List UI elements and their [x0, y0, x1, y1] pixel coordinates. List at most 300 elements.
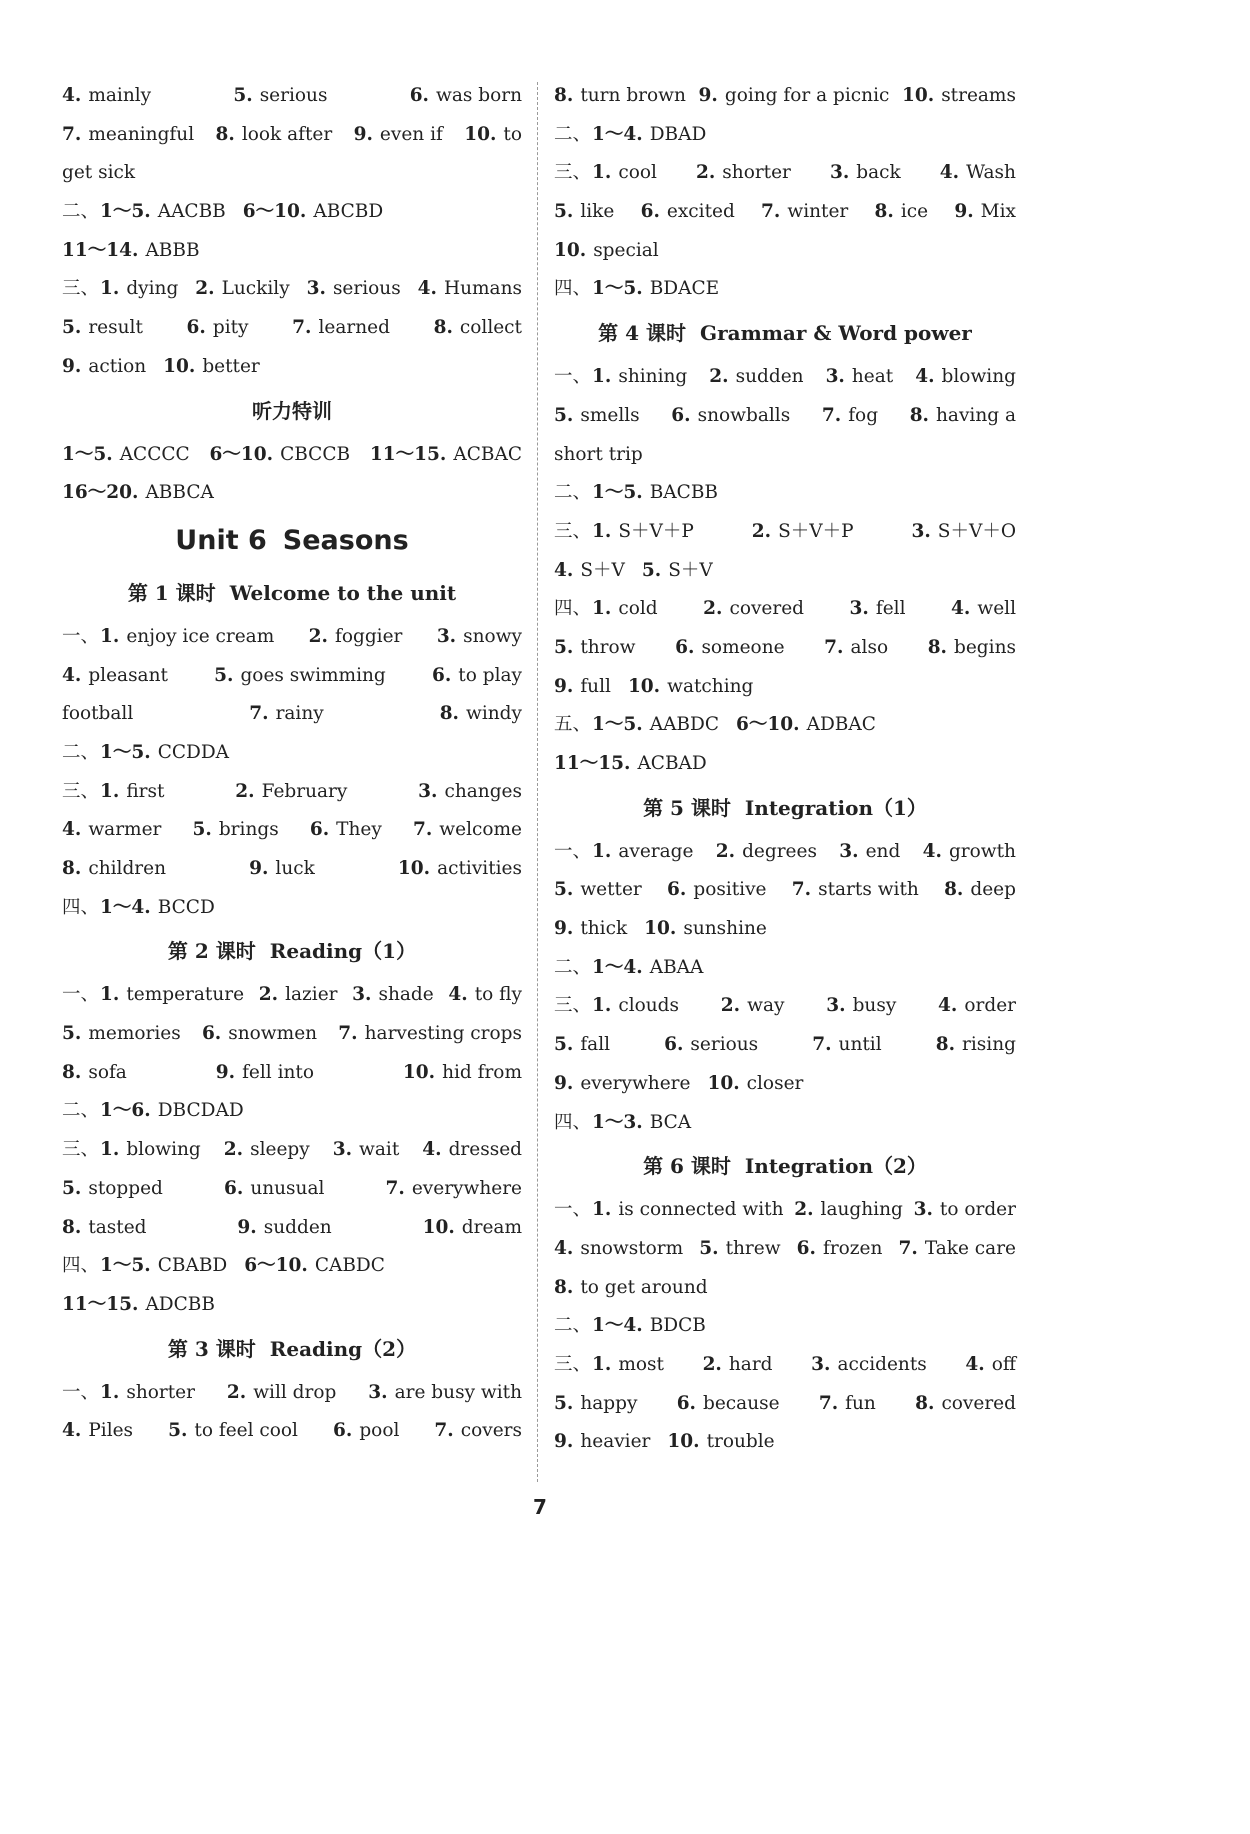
answer-text: hid from [442, 1061, 522, 1083]
question-number: 3. [811, 1353, 831, 1375]
question-number: 6. [796, 1237, 816, 1259]
question-number: 4. [62, 819, 82, 841]
answer-text: look after [241, 123, 333, 145]
answer-item [413, 811, 522, 850]
question-number: 1～5. [592, 482, 643, 504]
answer-line [62, 309, 522, 348]
answer-text: blowing [941, 366, 1016, 388]
question-number: 7. [62, 123, 82, 145]
answer-text: Take care [924, 1237, 1016, 1259]
answer-text: covers [460, 1420, 522, 1442]
answer-text: ice [900, 201, 929, 223]
answer-text: Humans [443, 278, 522, 300]
section-label: 第 1 课时 [127, 580, 216, 605]
question-number: 7. [761, 201, 781, 223]
answer-item [398, 850, 522, 889]
answer-text: S＋V＋O [937, 520, 1016, 542]
answer-item [554, 590, 658, 629]
answer-item [554, 668, 611, 707]
answer-line [62, 618, 522, 657]
question-number: 7. [434, 1420, 454, 1442]
answer-item [62, 773, 164, 812]
question-number: 1. [592, 1199, 612, 1221]
question-number: 9. [554, 1431, 574, 1453]
answer-text: ABAA [649, 956, 704, 978]
section-marker: 二、 [554, 123, 592, 145]
answer-item [911, 513, 1016, 552]
answer-text: winter [787, 201, 849, 223]
section-marker: 四、 [554, 1111, 592, 1133]
answer-item [792, 871, 919, 910]
section-marker: 一、 [554, 840, 592, 862]
answer-item [928, 629, 1016, 668]
question-number: 10. [422, 1216, 455, 1238]
answer-line [554, 154, 1016, 193]
answer-item [554, 1230, 683, 1269]
question-number: 4. [939, 162, 960, 184]
answer-item [902, 77, 1016, 116]
answer-text: AACBB [157, 201, 226, 223]
answer-item [216, 1054, 314, 1093]
answer-text: is connected with [618, 1199, 784, 1221]
answer-text: ABBCA [145, 482, 214, 504]
answer-text: dying [126, 278, 179, 300]
question-number: 1. [592, 162, 612, 184]
question-number: 5. [641, 559, 662, 581]
answer-item [434, 1412, 522, 1451]
question-number: 8. [62, 858, 82, 879]
question-number: 6～10. [209, 443, 274, 465]
answer-text: fell [875, 598, 906, 620]
section-title: Welcome to the unit [229, 580, 457, 605]
answer-text: DBAD [649, 123, 707, 145]
question-number: 3. [825, 366, 845, 388]
answer-text: children [88, 858, 166, 879]
answer-item [227, 1374, 336, 1413]
question-number: 8. [915, 1392, 935, 1414]
question-number: 2. [709, 366, 729, 388]
section-heading [62, 387, 522, 436]
answer-line [62, 77, 522, 116]
answer-text: activities [437, 858, 522, 879]
question-number: 4. [62, 1420, 82, 1442]
section-heading [554, 1142, 1016, 1191]
answer-line [62, 811, 522, 850]
answer-text: foggier [335, 625, 403, 647]
answer-text: mainly [88, 85, 152, 106]
question-number: 10. [902, 85, 935, 106]
answer-text: threw [725, 1237, 781, 1259]
answer-item [811, 1346, 927, 1385]
answer-text: streams [941, 85, 1016, 106]
answer-item [699, 77, 890, 116]
answer-item [434, 309, 522, 348]
question-number: 9. [62, 355, 82, 377]
answer-item [432, 657, 522, 696]
answer-text: wait [359, 1139, 400, 1161]
answer-line [554, 1065, 1016, 1104]
answer-line [62, 657, 522, 696]
answer-text: shorter [126, 1381, 195, 1403]
answer-item [210, 436, 351, 475]
answer-text: dream [461, 1216, 522, 1238]
answer-line [554, 1385, 1016, 1424]
question-number: 11～15. [369, 443, 447, 465]
answer-text: laughing [820, 1199, 903, 1221]
answer-item [554, 949, 703, 988]
section-marker: 二、 [554, 956, 592, 978]
answer-item [938, 987, 1016, 1026]
question-number: 5. [192, 819, 212, 841]
answer-item [965, 1346, 1016, 1385]
question-number: 11～14. [62, 239, 139, 261]
answer-text: trouble [706, 1431, 775, 1453]
answer-text: special [593, 239, 659, 261]
question-number: 3. [829, 162, 850, 184]
answer-text: result [88, 317, 143, 339]
answer-text: frozen [822, 1237, 883, 1259]
answer-line [554, 1230, 1016, 1269]
answer-text: pool [359, 1420, 400, 1442]
answer-item [554, 1065, 690, 1104]
question-number: 8. [927, 636, 948, 658]
answer-item [736, 706, 876, 745]
question-number: 1～3. [592, 1111, 643, 1133]
question-number: 5. [62, 1023, 82, 1045]
answer-text: rainy [275, 703, 324, 725]
answer-text: snowstorm [580, 1237, 684, 1259]
section-marker: 一、 [62, 1381, 100, 1403]
section-marker: 三、 [554, 1353, 592, 1375]
answer-item [899, 1230, 1016, 1269]
answer-text: everywhere [411, 1177, 522, 1199]
answer-text: welcome [439, 819, 522, 841]
answer-item [703, 1346, 773, 1385]
section-label: 第 3 课时 [167, 1336, 256, 1361]
answer-item [214, 657, 386, 696]
question-number: 1. [592, 366, 612, 388]
question-number: 1. [592, 520, 612, 542]
answer-text: well [977, 598, 1016, 620]
answer-text: to get around [580, 1276, 708, 1298]
answer-text: off [991, 1353, 1016, 1375]
unit-title: Seasons [282, 524, 409, 556]
answer-item [675, 629, 784, 668]
answer-text: will drop [253, 1381, 337, 1403]
answer-text: busy [852, 995, 897, 1017]
question-number: 4. [915, 366, 935, 388]
section-marker: 二、 [554, 1315, 592, 1337]
answer-text: BACBB [649, 482, 719, 504]
answer-item [386, 1170, 522, 1209]
question-number: 7. [898, 1237, 918, 1259]
question-number: 4. [951, 598, 971, 620]
question-number: 5. [554, 201, 574, 223]
question-number: 6～10. [736, 714, 800, 736]
answer-text: until [838, 1034, 882, 1056]
answer-line [62, 734, 522, 773]
answer-text: Wash [966, 162, 1016, 184]
question-number: 6. [667, 879, 687, 901]
answer-text: BCCD [157, 896, 215, 918]
answer-item [62, 348, 146, 387]
question-number: 1. [100, 1139, 120, 1161]
column-divider [537, 82, 538, 1482]
question-number: 1. [592, 840, 612, 862]
answer-item [554, 629, 636, 668]
question-number: 4. [938, 995, 958, 1017]
answer-item [554, 1423, 650, 1462]
answer-text: deep [970, 879, 1016, 901]
answer-item [628, 668, 753, 707]
answer-item [338, 1015, 522, 1054]
answer-item [195, 270, 289, 309]
answer-item [554, 358, 687, 397]
question-number: 2. [702, 1353, 722, 1375]
answer-item [448, 976, 522, 1015]
answer-text: S＋V [580, 559, 625, 581]
answer-item [187, 309, 249, 348]
answer-item [914, 1191, 1016, 1230]
section-label: 第 4 课时 [598, 321, 686, 346]
question-number: 4. [554, 1237, 574, 1259]
answer-text: short trip [554, 443, 643, 465]
answer-text: sudden [263, 1216, 332, 1238]
answer-text: excited [666, 201, 735, 223]
answer-line [62, 695, 522, 734]
answer-text: most [618, 1353, 664, 1375]
answer-text: brings [218, 819, 279, 841]
answer-item [554, 987, 679, 1026]
left-column [62, 77, 522, 1451]
question-number: 3. [913, 1199, 933, 1221]
answer-item [936, 1026, 1016, 1065]
answer-item [554, 706, 719, 745]
answer-line [62, 474, 522, 513]
answer-item [62, 436, 190, 475]
question-number: 5. [554, 1392, 574, 1414]
answer-item [309, 618, 403, 657]
answer-item [62, 1170, 163, 1209]
answer-text: smells [580, 404, 640, 426]
question-number: 5. [233, 85, 253, 106]
answer-line [62, 1412, 522, 1451]
answer-item [62, 1209, 147, 1248]
answer-line [554, 552, 1016, 591]
answer-item [641, 193, 735, 232]
question-number: 6. [431, 664, 452, 686]
question-number: 7. [249, 703, 269, 725]
answer-item [554, 397, 640, 436]
answer-item [464, 116, 522, 155]
answer-text: action [88, 355, 147, 377]
answer-text: to order [939, 1199, 1016, 1221]
question-number: 10. [644, 918, 677, 940]
answer-item [824, 629, 888, 668]
question-number: 7. [292, 317, 312, 339]
answer-line [62, 850, 522, 889]
answer-item [202, 1015, 317, 1054]
question-number: 2. [226, 1381, 247, 1403]
answer-item [554, 552, 625, 591]
section-marker: 三、 [62, 780, 100, 802]
question-number: 1～5. [592, 714, 643, 736]
question-number: 3. [911, 520, 931, 542]
answer-item [703, 590, 804, 629]
answer-item [423, 1209, 522, 1248]
section-heading [62, 569, 522, 618]
answer-item [62, 1054, 127, 1093]
question-number: 2. [195, 278, 215, 300]
answer-text: watching [667, 675, 754, 697]
question-number: 1～4. [592, 1315, 643, 1337]
answer-item [554, 513, 694, 552]
question-number: 6. [223, 1177, 244, 1199]
answer-text: enjoy ice cream [126, 625, 275, 647]
question-number: 11～15. [62, 1293, 139, 1315]
question-number: 9. [215, 1061, 236, 1083]
answer-item [819, 1385, 876, 1424]
answer-text: closer [746, 1072, 804, 1094]
answer-item [554, 1026, 610, 1065]
question-number: 9. [698, 85, 718, 106]
section-marker: 三、 [62, 1139, 100, 1161]
question-number: 8. [944, 879, 964, 901]
answer-text: better [202, 355, 260, 377]
answer-item [292, 309, 390, 348]
answer-text: shining [618, 366, 688, 388]
answer-text: shorter [722, 162, 791, 184]
answer-item [307, 270, 401, 309]
answer-text: because [703, 1392, 780, 1414]
question-number: 2. [258, 984, 279, 1006]
question-number: 4. [554, 559, 574, 581]
question-number: 10. [402, 1061, 436, 1083]
answer-text: accidents [837, 1353, 927, 1375]
answer-text: changes [444, 780, 522, 802]
answer-text: snowy [463, 625, 522, 647]
section-marker: 四、 [62, 896, 100, 918]
answer-text: serious [690, 1034, 759, 1056]
answer-item [554, 1346, 664, 1385]
question-number: 2. [223, 1139, 244, 1161]
answer-text: growth [948, 840, 1016, 862]
section-marker: 二、 [62, 201, 100, 223]
answer-line [554, 949, 1016, 988]
section-marker: 三、 [554, 520, 592, 542]
answer-item [62, 193, 226, 232]
section-marker: 三、 [62, 278, 100, 300]
answer-item [875, 193, 929, 232]
question-number: 3. [436, 625, 457, 647]
answer-item [554, 193, 614, 232]
answer-item [554, 745, 707, 784]
question-number: 10. [707, 1072, 740, 1094]
answer-text: snowballs [697, 404, 791, 426]
answer-text: positive [693, 879, 767, 901]
answer-text: degrees [742, 840, 817, 862]
answer-item [249, 850, 315, 889]
answer-item [62, 976, 244, 1015]
question-number: 4. [965, 1353, 985, 1375]
answer-line [554, 1026, 1016, 1065]
answer-item [62, 1092, 244, 1131]
answer-item [62, 232, 200, 271]
answer-text: football [62, 703, 134, 725]
answer-item [193, 811, 279, 850]
section-heading [554, 309, 1016, 358]
question-number: 2. [695, 162, 716, 184]
answer-text: heat [851, 366, 894, 388]
answer-item [554, 474, 718, 513]
answer-text: Luckily [221, 278, 290, 300]
answer-line [62, 976, 522, 1015]
answer-item [554, 1307, 706, 1346]
answer-item [163, 348, 260, 387]
answer-item [62, 1286, 215, 1325]
answer-item [554, 77, 686, 116]
question-number: 1. [100, 1381, 120, 1403]
question-number: 7. [791, 879, 812, 901]
answer-line [554, 871, 1016, 910]
answer-line [554, 1269, 1016, 1308]
answer-text: serious [332, 278, 401, 300]
answer-line [62, 232, 522, 271]
answer-line [554, 668, 1016, 707]
answer-text: turn brown [580, 85, 686, 106]
answer-text: having a [936, 404, 1016, 426]
answer-item [667, 871, 766, 910]
question-number: 16～20. [62, 482, 139, 504]
answer-text: goes swimming [240, 664, 386, 686]
answer-line [554, 1423, 1016, 1462]
question-number: 3. [368, 1381, 388, 1403]
question-number: 9. [554, 918, 574, 940]
question-number: 9. [554, 675, 574, 697]
answer-item [418, 270, 522, 309]
answer-item [797, 1230, 883, 1269]
question-number: 6. [186, 317, 206, 339]
answer-text: first [126, 780, 165, 802]
question-number: 9. [237, 1216, 257, 1238]
question-number: 5. [554, 1034, 574, 1056]
answer-item [696, 154, 791, 193]
answer-item [62, 1015, 181, 1054]
section-marker: 四、 [62, 1255, 100, 1277]
question-number: 1～5. [592, 278, 643, 300]
answer-text: BDACE [649, 278, 720, 300]
question-number: 10. [163, 355, 196, 377]
question-number: 6. [640, 201, 660, 223]
answer-text: learned [318, 317, 390, 339]
answer-line [62, 1054, 522, 1093]
answer-item [403, 1054, 522, 1093]
answer-text: covered [941, 1392, 1016, 1414]
section-marker: 一、 [62, 984, 100, 1006]
question-number: 3. [826, 995, 846, 1017]
answer-item [822, 397, 878, 436]
answer-text: ACBAC [453, 443, 522, 465]
question-number: 8. [433, 317, 453, 339]
answer-text: CBCCB [280, 443, 351, 465]
answer-line [62, 1170, 522, 1209]
answer-item [664, 1026, 758, 1065]
answer-text: fell into [242, 1061, 314, 1083]
answer-text: S＋V [668, 559, 713, 581]
question-number: 4. [448, 984, 468, 1006]
answer-text: DBCDAD [157, 1100, 244, 1122]
answer-text: full [580, 675, 611, 697]
